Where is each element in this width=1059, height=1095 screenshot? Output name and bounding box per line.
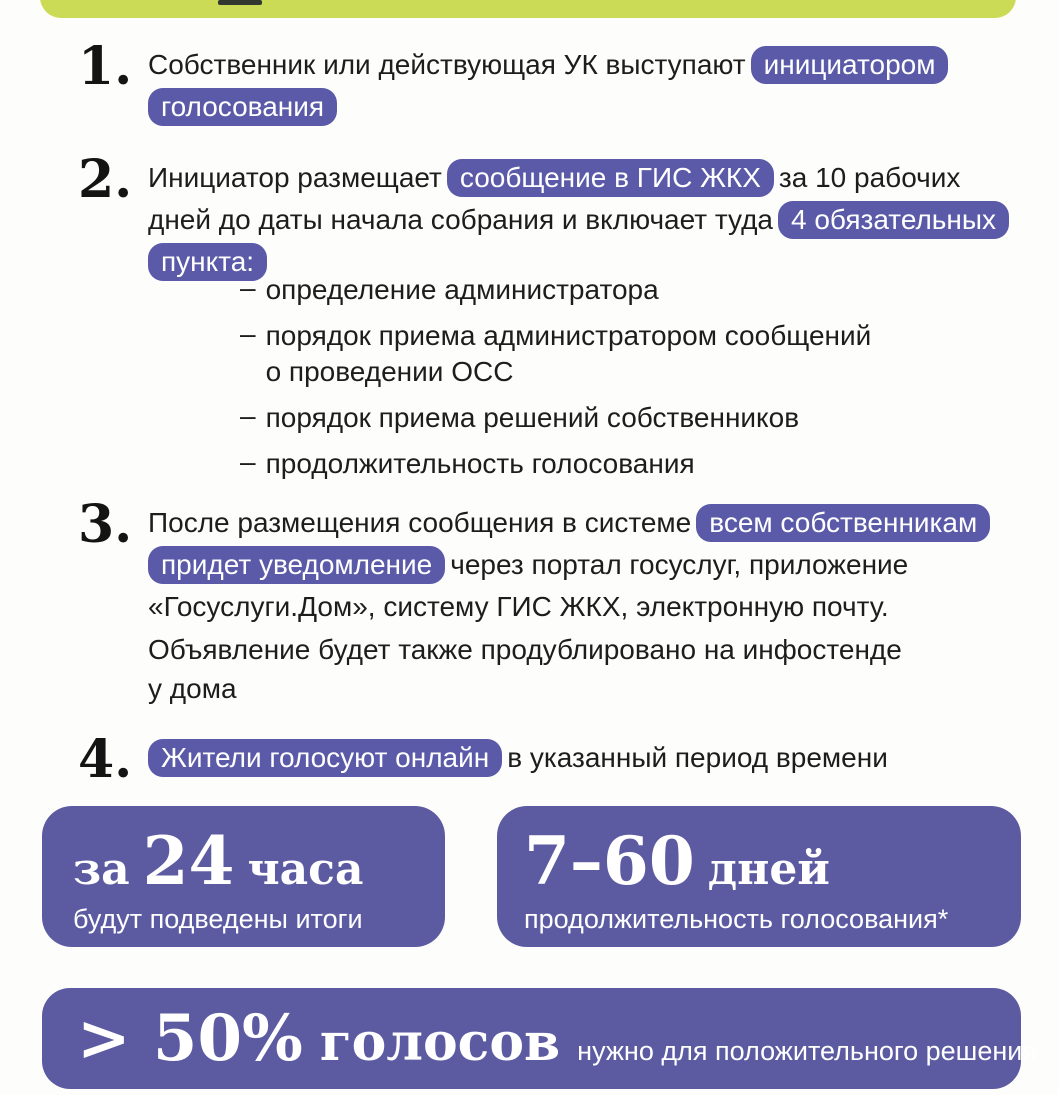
step-2-bullet-list [240,272,871,492]
bullet-dash: – [240,318,256,349]
stat-value: 24 [142,822,235,900]
step-2-text [148,159,1009,285]
step-3-text [148,504,990,630]
note-text: у дома [148,673,237,704]
highlight-pill: сообщение в ГИС ЖКХ [447,159,774,197]
list-item [240,318,871,390]
step-3-note [148,630,902,708]
step-2-text-segment: Инициатор размещает [148,162,442,193]
bullet-text: определение администратора [265,274,659,305]
list-item [240,400,871,436]
text-line [148,46,948,84]
highlight-pill: Жители голосуют онлайн [148,739,502,777]
result-banner [42,988,1037,1089]
highlight-pill: инициатором [751,46,949,84]
step-3-text-segment: После размещения сообщения в системе [148,507,692,538]
top-accent-bar [40,0,1016,18]
bullet-text: порядок приема администратором сообщений [265,320,872,351]
stat-prefix: за [73,844,130,895]
highlight-pill: пункта: [148,243,267,281]
banner-value: > 50% [77,1000,303,1076]
step-2-text-segment: дней до даты начала собрания и включает туда [148,204,773,235]
stat-card-headline [73,822,445,900]
list-item [240,272,871,308]
stat-caption: будут подведены итоги [73,904,363,934]
text-line [148,739,888,777]
stat-card-headline [524,822,1021,900]
step-1-number: 1. [78,36,133,97]
stat-unit: часа [247,844,364,895]
highlight-pill: голосования [148,88,337,126]
step-2-text-segment: за 10 рабочих [778,162,961,193]
bullet-text: о проведении ОСС [265,356,514,387]
step-3-text-segment: «Госуслуги.Дом», систему ГИС ЖКХ, электронную почту. [148,591,889,622]
cropped-text-fragment [218,0,262,5]
text-line [148,546,990,584]
bullet-dash: – [240,272,256,303]
bullet-text: порядок приема решений собственников [265,402,800,433]
bullet-dash: – [240,446,256,477]
stat-value: 7–60 [524,822,695,900]
step-1-text [148,46,948,130]
highlight-pill: придет уведомление [148,546,445,584]
highlight-pill: всем собственникам [696,504,990,542]
banner-unit: голосов [319,1011,561,1073]
stat-card-duration [497,806,1021,947]
text-line [148,588,990,626]
step-4-text [148,739,888,781]
stat-unit: дней [707,844,830,895]
bullet-text: продолжительность голосования [265,448,695,479]
text-line [148,88,948,126]
text-line [148,504,990,542]
stat-card-24h [42,806,445,947]
step-4-number: 4. [78,729,133,790]
list-item [240,446,871,482]
bullet-dash: – [240,400,256,431]
note-text: Объявление будет также продублировано на инфостенде [148,634,902,665]
step-4-text-segment: в указанный период времени [507,742,888,773]
step-2-number: 2. [78,149,133,210]
step-3-text-segment: через портал госуслуг, приложение [450,549,909,580]
text-line [148,159,1009,197]
step-1-text-segment: Собственник или действующая УК выступают [148,49,746,80]
banner-caption: нужно для положительного решения [577,1035,1037,1066]
stat-caption: продолжительность голосования* [524,904,949,934]
highlight-pill: 4 обязательных [778,201,1009,239]
result-banner-line [77,1000,1037,1076]
text-line [148,201,1009,239]
step-3-number: 3. [78,494,133,555]
